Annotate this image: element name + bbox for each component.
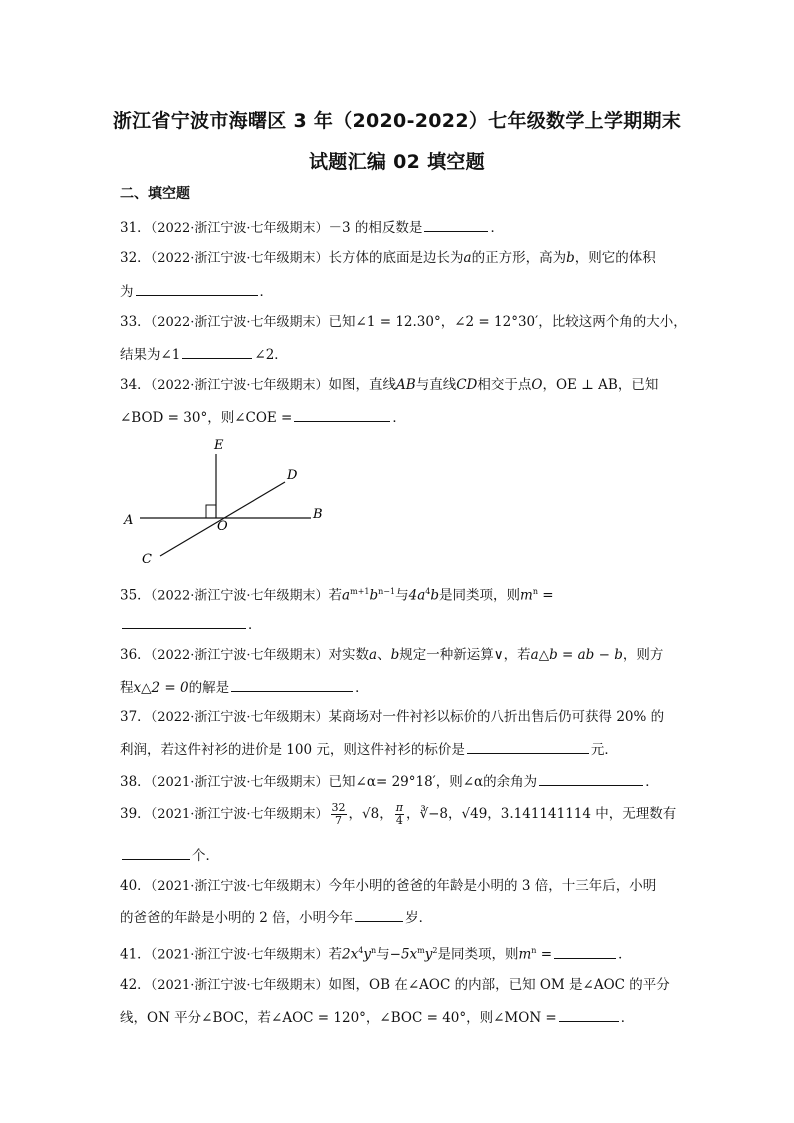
question-40: 40．（2021·浙江宁波·七年级期末）今年小明的爸爸的年龄是小明的 3 倍，十三年后，小明 [120, 878, 657, 894]
question-32: 32．（2022·浙江宁波·七年级期末）长方体的底面是边长为a的正方形，高为b，则它的体积 [120, 250, 656, 266]
label-o: O [217, 519, 228, 534]
label-b: B [313, 507, 323, 522]
question-32-cont: 为 ． [120, 281, 680, 301]
question-31: 31．（2022·浙江宁波·七年级期末）－3 的相反数是 ． [120, 217, 680, 238]
question-35-cont: ． [120, 614, 680, 634]
question-37: 37．（2022·浙江宁波·七年级期末）某商场对一件衬衫以标价的八折出售后仍可获得 20% 的 [120, 709, 665, 725]
section-heading: 二、填空题 [120, 186, 190, 202]
question-36-cont: 程x△2 = 0的解是 ． [120, 677, 680, 697]
label-e: E [214, 438, 224, 453]
question-37-cont: 利润，若这件衬衫的进价是 100 元，则这件衬衫的标价是 元． [120, 739, 680, 759]
question-40-cont: 的爸爸的年龄是小明的 2 倍，小明今年 岁． [120, 907, 680, 927]
page-title: 浙江省宁波市海曙区 3 年（2020-2022）七年级数学上学期期末 [112, 110, 682, 132]
answer-blank[interactable] [231, 677, 353, 692]
answer-blank[interactable] [136, 281, 258, 296]
answer-blank[interactable] [424, 217, 488, 232]
question-42: 42．（2021·浙江宁波·七年级期末）如图，OB 在∠AOC 的内部，已知 OM 是∠AOC 的平分 [120, 977, 670, 993]
question-39-cont: 个． [120, 845, 680, 865]
right-angle-mark [206, 505, 216, 518]
answer-blank[interactable] [467, 739, 589, 754]
answer-blank[interactable] [122, 845, 190, 860]
answer-blank[interactable] [559, 1007, 619, 1022]
question-38: 38．（2021·浙江宁波·七年级期末）已知∠α= 29°18′，则∠α的余角为 ． [120, 771, 680, 792]
question-41: 41．（2021·浙江宁波·七年级期末）若$2x^4y^n$与$-5x^my^2$是同类项，则$m^n$ = ． [120, 942, 680, 965]
question-34-cont: ∠BOD = 30°，则∠COE = ． [120, 407, 680, 427]
page-subtitle: 试题汇编 02 填空题 [309, 151, 485, 173]
fraction-32-7: $\frac{32}{7}$ [331, 801, 346, 827]
fraction-pi-4: $\frac{\pi}{4}$ [395, 801, 403, 827]
answer-blank[interactable] [122, 614, 246, 629]
question-33: 33．（2022·浙江宁波·七年级期末）已知∠1 = 12.30°，∠2 = 12°30′，比较这两个角的大小， [120, 314, 687, 330]
answer-blank[interactable] [554, 944, 616, 959]
question-36: 36．（2022·浙江宁波·七年级期末）对实数a、b规定一种新运算∨，若a△b = ab − b，则方 [120, 647, 664, 663]
question-33-cont: 结果为∠1 ∠2． [120, 344, 680, 364]
question-35: 35．（2022·浙江宁波·七年级期末）若$a^{m+1}b^{n-1}$与$4a^4b$是同类项，则$m^n$ = [120, 587, 554, 604]
answer-blank[interactable] [355, 907, 403, 922]
label-c: C [142, 552, 152, 567]
answer-blank[interactable] [294, 407, 390, 422]
question-34: 34．（2022·浙江宁波·七年级期末）如图，直线AB与直线CD相交于点O，OE ⊥ AB，已知 [120, 377, 659, 393]
label-a: A [124, 513, 134, 528]
label-d: D [287, 468, 298, 483]
question-42-cont: 线，ON 平分∠BOC，若∠AOC = 120°，∠BOC = 40°，则∠MON = ． [120, 1007, 680, 1027]
answer-blank[interactable] [539, 771, 643, 786]
answer-blank[interactable] [182, 344, 252, 359]
question-39: 39．（2021·浙江宁波·七年级期末） $\frac{32}{7}$ ，√8， $\frac{\pi}{4}$ ，∛−8，√49，3.141141114 中，无理数有 [120, 801, 677, 827]
geometry-figure [115, 432, 335, 572]
